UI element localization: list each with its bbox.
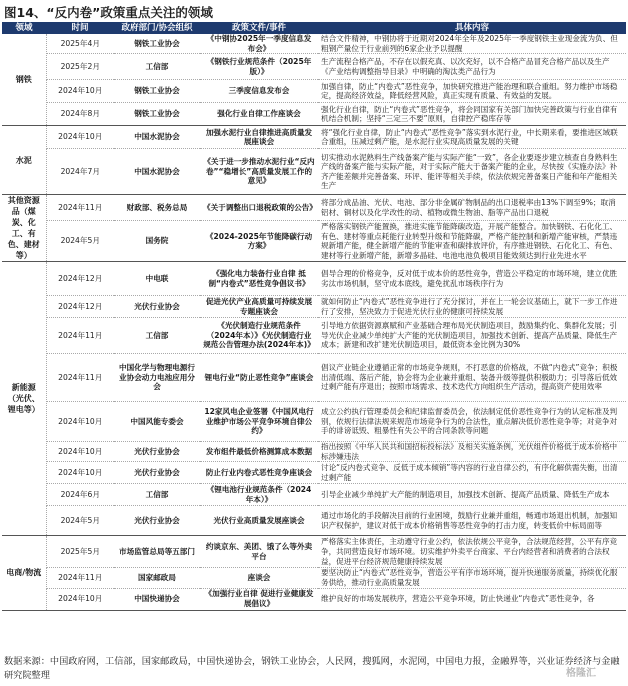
policy-cell: 三季度信息发布会 — [200, 80, 318, 103]
policy-cell: 《强化电力装备行业自律 抵制“内卷式”恶性竞争倡议书》 — [200, 262, 318, 296]
policy-cell: 《关于进一步推动水泥行业“反内卷”“稳增长”高质量发展工作的意见》 — [200, 149, 318, 195]
content-cell: 倡导合理的价格竞争，反对低于成本价的恶性竞争，营造公平稳定的市场环境，建立优胜劣汰市场机制，坚守成本底线，避免扰乱市场秩序行为 — [318, 262, 626, 296]
content-cell: 维护良好的市场发展秩序，营造公平竞争环境，防止快递业“内卷式”恶性竞争，各 — [318, 588, 626, 610]
content-cell: 倡议产业链企业遵循正常的市场竞争规则，不打恶意的价格战，不做“内卷式”竞争；积极出清低端、落后产能，协会将为企业兼并重组、装备升级等提供积极助力；引导落后低效过剩产能有序退出；按照市场需求、技术迭代方向组织生产活动，提高资产使用效率 — [318, 354, 626, 402]
org-cell: 钢铁工业协会 — [114, 80, 200, 103]
org-cell: 中国快递协会 — [114, 588, 200, 610]
table-header-row — [2, 22, 626, 34]
org-cell: 市场监管总局等五部门 — [114, 536, 200, 568]
org-cell: 光伏行业协会 — [114, 442, 200, 462]
org-cell: 中国风能专委会 — [114, 402, 200, 442]
org-cell: 工信部 — [114, 54, 200, 80]
org-cell: 钢铁工业协会 — [114, 34, 200, 54]
policy-cell: 《光伏制造行业规范条件（2024年本）》《光伏制造行业规范公告管理办法(2024年本)》 — [200, 318, 318, 354]
table-row — [2, 34, 626, 54]
org-cell: 财政部、税务总局 — [114, 195, 200, 221]
time-cell: 2024年12月 — [46, 296, 114, 318]
industry-cell: 新能源（光伏、锂电等） — [2, 262, 46, 536]
time-cell: 2024年7月 — [46, 149, 114, 195]
table-row — [2, 103, 626, 126]
org-cell: 中国水泥协会 — [114, 149, 200, 195]
table-row — [2, 568, 626, 588]
content-cell: 结合文件精神，中钢协将于近期对2024年全年及2025年一季度钢铁主业现金流为负、但粗钢产量位于行业前列的6家企业予以提醒 — [318, 34, 626, 54]
content-cell: 加强自律，防止“内卷式”恶性竞争，加快研究推进产能治理和联合重组。努力维护市场稳定，提高经济效益，降低经营风险，真正实现有质量、有效益的发展。 — [318, 80, 626, 103]
industry-cell: 水泥 — [2, 126, 46, 195]
header-policy: 政策文件/事件 — [200, 22, 318, 34]
content-cell: 将部分成品油、光伏、电池、部分非金属矿物制品的出口退税率由13%下调至9%；取消铝材、铜材以及化学改性的动、植物或微生物油、脂等产品出口退税 — [318, 195, 626, 221]
industry-cell: 其他资源品（煤炭、化工、有色、建材等） — [2, 195, 46, 262]
time-cell: 2024年10月 — [46, 442, 114, 462]
time-cell: 2024年10月 — [46, 588, 114, 610]
table-row — [2, 442, 626, 462]
policy-cell: 《2024-2025年节能降碳行动方案》 — [200, 221, 318, 262]
policy-cell: 约谈京东、美团、饿了么等外卖平台 — [200, 536, 318, 568]
table-row — [2, 536, 626, 568]
time-cell: 2024年8月 — [46, 103, 114, 126]
time-cell: 2024年5月 — [46, 221, 114, 262]
policy-cell: 促进光伏产业高质量可持续发展专题座谈会 — [200, 296, 318, 318]
table-row — [2, 296, 626, 318]
policy-cell: 强化行业自律工作座谈会 — [200, 103, 318, 126]
time-cell: 2025年5月 — [46, 536, 114, 568]
policy-cell: 发布组件最低价格测算成本数据 — [200, 442, 318, 462]
content-cell: 要坚决防止“内卷式”恶性竞争，营造公平有序市场环境，提升快递服务质量，持续优化服务供给，推动行业高质量发展 — [318, 568, 626, 588]
table-row — [2, 588, 626, 610]
table-row — [2, 221, 626, 262]
header-time: 时间 — [46, 22, 114, 34]
time-cell: 2024年11月 — [46, 195, 114, 221]
content-cell: 引导企业减少单纯扩大产能的制造项目，加强技术创新、提高产品质量、降低生产成本 — [318, 484, 626, 506]
org-cell: 中电联 — [114, 262, 200, 296]
watermark-logo: 格隆汇 — [566, 668, 596, 679]
header-content: 具体内容 — [318, 22, 626, 34]
table-row — [2, 462, 626, 484]
policy-cell: 光伏行业高质量发展座谈会 — [200, 506, 318, 536]
table-row — [2, 54, 626, 80]
org-cell: 钢铁工业协会 — [114, 103, 200, 126]
time-cell: 2024年11月 — [46, 354, 114, 402]
policy-cell: 《钢铁行业规范条件（2025年版）》 — [200, 54, 318, 80]
org-cell: 光伏行业协会 — [114, 506, 200, 536]
policy-cell: 12家风电企业签署《中国风电行业维护市场公平竞争环境自律公约》 — [200, 402, 318, 442]
industry-cell: 电商/物流 — [2, 536, 46, 610]
time-cell: 2024年6月 — [46, 484, 114, 506]
content-cell: 强化行业自律，防止“内卷式”恶性竞争，将会同国家有关部门加快完善政策与行业自律有机结合机制；坚持“三定三不要”原则，自律控产稳库存等 — [318, 103, 626, 126]
org-cell: 中国化学与物理电源行业协会动力电池应用分会 — [114, 354, 200, 402]
table-row — [2, 195, 626, 221]
table-row — [2, 318, 626, 354]
industry-cell: 钢铁 — [2, 34, 46, 126]
org-cell: 中国水泥协会 — [114, 126, 200, 149]
policy-cell: 座谈会 — [200, 568, 318, 588]
table-row — [2, 149, 626, 195]
table-row — [2, 402, 626, 442]
content-cell: 就如何防止“内卷式”恶性竞争进行了充分探讨，并在上一轮会议基础上，就下一步工作进行了安排，坚决致力于促进光伏行业的健康可持续发展 — [318, 296, 626, 318]
policy-cell: 《加强行业自律 促进行业健康发展倡议》 — [200, 588, 318, 610]
policy-cell: 《锂电池行业规范条件（2024年本）》 — [200, 484, 318, 506]
header-industry: 领域 — [2, 22, 46, 34]
time-cell: 2024年10月 — [46, 402, 114, 442]
table-row — [2, 80, 626, 103]
content-cell: 成立公约执行管理委员会和纪律监督委员会，依法制定低价恶性竞争行为的认定标准及判别，依规行法律法规来规范市场竞争行为的合法性，重点解决低价恶性竞争等；对竞争对手的诽谤诋毁、粗暴性有失公平的合同条款等问题 — [318, 402, 626, 442]
table-row — [2, 506, 626, 536]
table-row — [2, 126, 626, 149]
time-cell: 2024年10月 — [46, 462, 114, 484]
time-cell: 2024年10月 — [46, 80, 114, 103]
table-row — [2, 354, 626, 402]
content-cell: 切实推动水泥熟料生产线备案产能与实际产能“一致”，各企业要逐步建立核查自身熟料生产线的备案产能与实际产能，对于实际产能大于备案产能的企业，尽快按《实施办法》补齐产能差额并完善备案、环评、能评等相关手续，依法依规完善备案日产能和年产能相关生产 — [318, 149, 626, 195]
org-cell: 光伏行业协会 — [114, 462, 200, 484]
source-note: 数据来源：中国政府网，工信部，国家邮政局，中国快递协会，钢铁工业协会，人民网，搜狐网，水泥网，中国电力报，金融界等，兴业证券经济与金融研究院整理 — [4, 656, 620, 681]
policy-cell: 锂电行业“防止恶性竞争”座谈会 — [200, 354, 318, 402]
content-cell: 讨论“反内卷式竞争、反低于成本倾销”等内容的行业自律公约，有序化解供需失衡，出清过剩产能 — [318, 462, 626, 484]
figure-title: 图14、“反内卷”政策重点关注的领域 — [4, 5, 213, 20]
time-cell: 2024年11月 — [46, 568, 114, 588]
policy-cell: 《中钢协2025年一季度信息发布会》 — [200, 34, 318, 54]
content-cell: 通过市场化的手段解决目前的行业困境，鼓励行业兼并重组，畅通市场退出机制，加强知识产权保护，建议对低于成本价格销售等恶性竞争的打击力度，转变低价中标局面等 — [318, 506, 626, 536]
time-cell: 2025年2月 — [46, 54, 114, 80]
content-cell: 引导地方依据资源禀赋和产业基础合理布局光伏制造项目，鼓励集约化、集群化发展；引导光伏企业减少单纯扩大产能的光伏制造项目，加强技术创新、提高产品质量、降低生产成本；新建和改扩建光伏制造项目，最低资本金比例为30% — [318, 318, 626, 354]
org-cell: 光伏行业协会 — [114, 296, 200, 318]
time-cell: 2024年12月 — [46, 262, 114, 296]
header-org: 政府部门/协会组织 — [114, 22, 200, 34]
content-cell: 严格落实主体责任，主动遵守行业公约，依法依规公平竞争，合法规范经营，公平有序竞争，共同营造良好市场环境。切实维护外卖平台商家、平台内经营者和消费者的合法权益，促进平台经济规范健康持续发展 — [318, 536, 626, 568]
table-row — [2, 262, 626, 296]
policy-table — [2, 22, 626, 611]
content-cell: 严格落实钢铁产能置换，推进实施节能降碳改造，开展产能整合。加快钢铁、石化化工、有色、建材等重点耗能行业转型升级和节能降碳，严格产能控制和新增产能审核，严禁违规新增产能，健全新增产能的节能审查和碳排放评价，有序推进钢铁、石化化工、有色、建材等行业新增产能，新增多晶硅、电池电池负极项目能效须达到行业先进水平 — [318, 221, 626, 262]
time-cell: 2025年4月 — [46, 34, 114, 54]
org-cell: 工信部 — [114, 318, 200, 354]
time-cell: 2024年11月 — [46, 318, 114, 354]
org-cell: 国家邮政局 — [114, 568, 200, 588]
table-row — [2, 484, 626, 506]
org-cell: 国务院 — [114, 221, 200, 262]
content-cell: 将“强化行业自律，防止“内卷式”恶性竞争”落实到水泥行业，中长期来看，要推进区域联合重组，压减过剩产能，是水泥行业实现高质量发展的关键 — [318, 126, 626, 149]
policy-cell: 加强水泥行业自律推进高质量发展座谈会 — [200, 126, 318, 149]
time-cell: 2024年10月 — [46, 126, 114, 149]
org-cell: 工信部 — [114, 484, 200, 506]
policy-cell: 防止行业内卷式恶性竞争座谈会 — [200, 462, 318, 484]
policy-cell: 《关于调整出口退税政策的公告》 — [200, 195, 318, 221]
content-cell: 生产流程合格产品，不存在以假充真、以次充好，以不合格产品冒充合格产品以及生产《产业结构调整指导目录》中明确的淘汰类产品行为 — [318, 54, 626, 80]
time-cell: 2024年5月 — [46, 506, 114, 536]
content-cell: 指出按照《中华人民共和国招标投标法》及相关实施条例，光伏组件价格低于成本价格中标涉嫌违法 — [318, 442, 626, 462]
